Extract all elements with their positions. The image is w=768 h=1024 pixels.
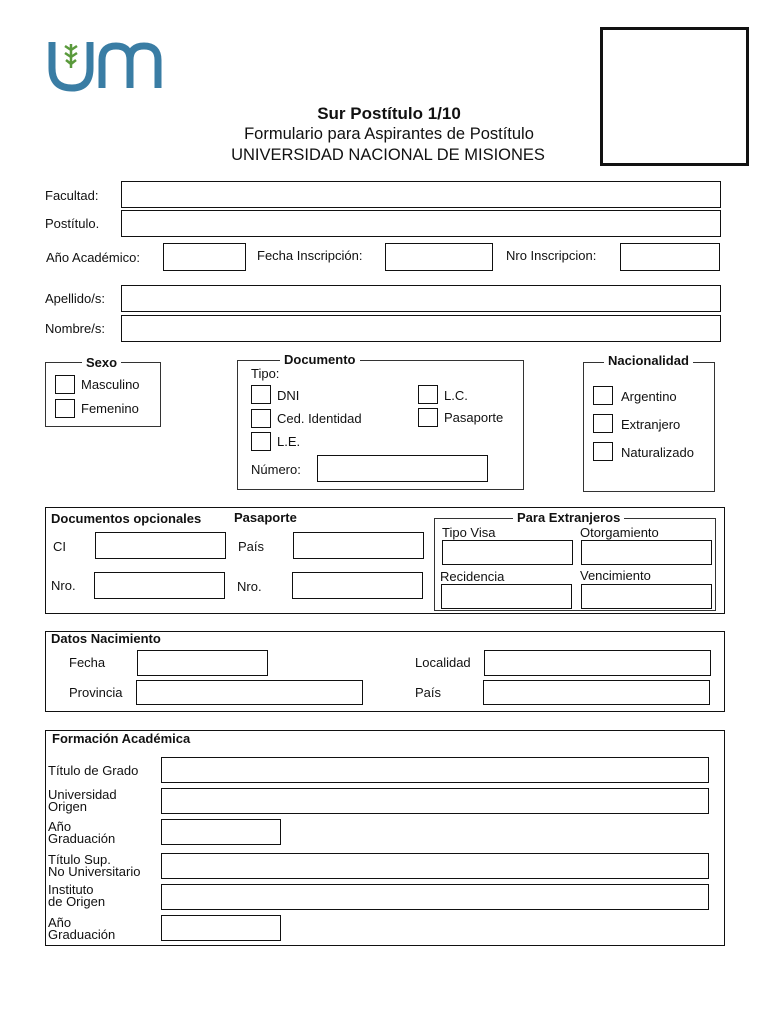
ci-field[interactable] — [95, 532, 226, 559]
dni-checkbox[interactable] — [251, 385, 271, 404]
ced-identidad-checkbox[interactable] — [251, 409, 271, 428]
anio-graduacion-field-2[interactable] — [161, 915, 281, 941]
apellidos-field[interactable] — [121, 285, 721, 312]
provincia-label: Provincia — [69, 685, 123, 700]
le-checkbox[interactable] — [251, 432, 271, 451]
institution-name: UNIVERSIDAD NACIONAL DE MISIONES — [231, 146, 545, 164]
femenino-label: Femenino — [81, 401, 139, 416]
le-label: L.E. — [277, 434, 301, 449]
nro-label-2: Nro. — [237, 579, 262, 594]
pasaporte-checkbox[interactable] — [418, 408, 438, 427]
anio-graduacion-field-1[interactable] — [161, 819, 281, 845]
formacion-academica-title: Formación Académica — [52, 731, 191, 746]
numero-field[interactable] — [317, 455, 488, 482]
pasaporte-pais-field[interactable] — [293, 532, 424, 559]
masculino-checkbox[interactable] — [55, 375, 75, 394]
ci-label: CI — [53, 539, 66, 554]
anio-graduacion-label-1: Año Graduación — [48, 819, 116, 846]
argentino-checkbox[interactable] — [593, 386, 613, 405]
apellidos-label: Apellido/s: — [45, 291, 105, 306]
documentos-opcionales-title: Documentos opcionales — [51, 511, 202, 526]
nacionalidad-title: Nacionalidad — [604, 353, 693, 368]
otorgamiento-label: Otorgamiento — [580, 525, 659, 540]
ced-identidad-label: Ced. Identidad — [277, 411, 362, 426]
otorgamiento-field[interactable] — [581, 540, 712, 565]
numero-label: Número: — [251, 462, 301, 477]
form-title: Sur Postítulo 1/10 — [317, 104, 461, 123]
documento-title: Documento — [280, 352, 360, 367]
anio-graduacion-label-2: Año Graduación — [48, 915, 116, 942]
anio-academico-label: Año Académico: — [46, 250, 140, 265]
instituto-origen-field[interactable] — [161, 884, 709, 910]
universidad-origen-label: Universidad Origen — [48, 787, 117, 814]
extranjero-label: Extranjero — [621, 417, 681, 432]
pasaporte-label: Pasaporte — [444, 410, 504, 425]
tipo-visa-field[interactable] — [442, 540, 573, 565]
universidad-origen-field[interactable] — [161, 788, 709, 814]
form-subtitle: Formulario para Aspirantes de Postítulo — [244, 125, 534, 143]
nombres-field[interactable] — [121, 315, 721, 342]
nombres-label: Nombre/s: — [45, 321, 105, 336]
university-logo — [46, 38, 162, 94]
postitulo-field[interactable] — [121, 210, 721, 237]
tipo-visa-label: Tipo Visa — [442, 525, 496, 540]
dni-label: DNI — [277, 388, 300, 403]
fecha-nacimiento-field[interactable] — [137, 650, 268, 676]
datos-nacimiento-title: Datos Nacimiento — [51, 631, 161, 646]
naturalizado-label: Naturalizado — [621, 445, 694, 460]
postitulo-label: Postítulo. — [45, 216, 100, 231]
anio-academico-field[interactable] — [163, 243, 246, 271]
facultad-label: Facultad: — [45, 188, 99, 203]
instituto-origen-label: Instituto de Origen — [48, 882, 106, 909]
extranjeros-title: Para Extranjeros — [513, 510, 624, 525]
pais-nacimiento-field[interactable] — [483, 680, 710, 705]
fecha-inscripcion-field[interactable] — [385, 243, 493, 271]
tipo-label: Tipo: — [251, 366, 280, 381]
vencimiento-label: Vencimiento — [580, 568, 651, 583]
pais-nacimiento-label: País — [415, 685, 442, 700]
provincia-field[interactable] — [136, 680, 363, 705]
fecha-inscripcion-label: Fecha Inscripción: — [257, 248, 363, 263]
sexo-title: Sexo — [82, 355, 121, 370]
titulo-sup-field[interactable] — [161, 853, 709, 879]
extranjero-checkbox[interactable] — [593, 414, 613, 433]
nro-label-1: Nro. — [51, 578, 76, 593]
lc-checkbox[interactable] — [418, 385, 438, 404]
localidad-field[interactable] — [484, 650, 711, 676]
titulo-sup-label: Título Sup. No Universitario — [48, 852, 141, 879]
pais-label-1: País — [238, 539, 265, 554]
naturalizado-checkbox[interactable] — [593, 442, 613, 461]
pasaporte-title: Pasaporte — [234, 510, 297, 525]
pasaporte-nro-field[interactable] — [292, 572, 423, 599]
recidencia-label: Recidencia — [440, 569, 505, 584]
recidencia-field[interactable] — [441, 584, 572, 609]
femenino-checkbox[interactable] — [55, 399, 75, 418]
nro-inscripcion-label: Nro Inscripcion: — [506, 248, 597, 263]
unm-logo-icon — [46, 38, 162, 94]
vencimiento-field[interactable] — [581, 584, 712, 609]
titulo-grado-label: Título de Grado — [48, 763, 139, 778]
masculino-label: Masculino — [81, 377, 140, 392]
facultad-field[interactable] — [121, 181, 721, 208]
lc-label: L.C. — [444, 388, 468, 403]
argentino-label: Argentino — [621, 389, 677, 404]
nro-field-1[interactable] — [94, 572, 225, 599]
fecha-nacimiento-label: Fecha — [69, 655, 106, 670]
nro-inscripcion-field[interactable] — [620, 243, 720, 271]
titulo-grado-field[interactable] — [161, 757, 709, 783]
localidad-label: Localidad — [415, 655, 471, 670]
